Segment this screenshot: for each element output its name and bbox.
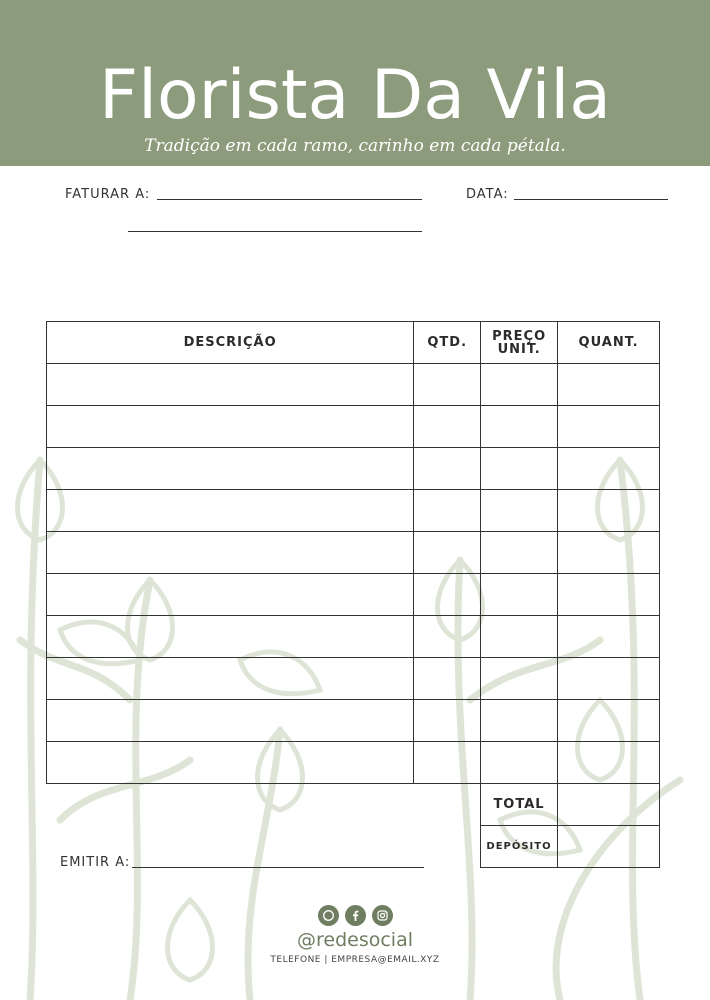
qty-cell[interactable] [414,406,481,448]
contact-info: TELEFONE | EMPRESA@EMAIL.XYZ [270,955,440,965]
issue-to-label: EMITIR A: [60,855,131,870]
unit-price-cell[interactable] [481,448,558,490]
table-row [47,364,660,406]
description-cell[interactable] [47,364,414,406]
total-label: TOTAL [481,784,558,826]
table-row [47,658,660,700]
description-cell[interactable] [47,658,414,700]
bill-to-line-1[interactable] [157,199,422,200]
deposit-label: DEPÓSITO [481,826,558,868]
description-cell[interactable] [47,616,414,658]
description-cell[interactable] [47,742,414,784]
total-row [481,784,660,826]
brand-title: Florista Da Vila [99,56,611,135]
social-icons [0,905,710,926]
amount-cell[interactable] [558,742,660,784]
qty-cell[interactable] [414,742,481,784]
brand-tagline: Tradição em cada ramo, carinho em cada pétala. [144,136,566,156]
table-row [47,616,660,658]
unit-price-cell[interactable] [481,616,558,658]
table-row [47,742,660,784]
amount-cell[interactable] [558,448,660,490]
unit-price-cell[interactable] [481,532,558,574]
totals-table [480,783,660,868]
column-header-amount: QUANT. [558,322,660,364]
unit-price-cell[interactable] [481,742,558,784]
table-row [47,532,660,574]
amount-cell[interactable] [558,364,660,406]
unit-price-line1: PREÇO [492,328,547,344]
qty-cell[interactable] [414,616,481,658]
bill-to-line-2[interactable] [128,231,422,232]
unit-price-cell[interactable] [481,574,558,616]
unit-price-cell[interactable] [481,700,558,742]
qty-cell[interactable] [414,532,481,574]
description-cell[interactable] [47,574,414,616]
table-row [47,406,660,448]
table-row [47,574,660,616]
table-row [47,700,660,742]
column-header-qty: QTD. [414,322,481,364]
qty-cell[interactable] [414,700,481,742]
table-header-row [47,322,660,364]
date-label: DATA: [466,187,509,202]
qty-cell[interactable] [414,574,481,616]
items-table [46,321,660,784]
unit-price-cell[interactable] [481,364,558,406]
qty-cell[interactable] [414,658,481,700]
description-cell[interactable] [47,490,414,532]
qty-cell[interactable] [414,490,481,532]
description-cell[interactable] [47,700,414,742]
table-row [47,490,660,532]
amount-cell[interactable] [558,700,660,742]
facebook-icon[interactable] [345,905,366,926]
description-cell[interactable] [47,448,414,490]
description-cell[interactable] [47,406,414,448]
amount-cell[interactable] [558,490,660,532]
deposit-value-cell[interactable] [558,826,660,868]
issue-to-line[interactable] [132,867,424,868]
unit-price-cell[interactable] [481,658,558,700]
qty-cell[interactable] [414,364,481,406]
deposit-row [481,826,660,868]
amount-cell[interactable] [558,616,660,658]
total-value-cell[interactable] [558,784,660,826]
date-line[interactable] [514,199,668,200]
bill-to-label: FATURAR A: [65,187,151,202]
amount-cell[interactable] [558,658,660,700]
description-cell[interactable] [47,532,414,574]
unit-price-cell[interactable] [481,490,558,532]
column-header-description: DESCRIÇÃO [47,322,414,364]
qty-cell[interactable] [414,448,481,490]
table-row [47,448,660,490]
instagram-icon[interactable] [372,905,393,926]
unit-price-cell[interactable] [481,406,558,448]
whatsapp-icon[interactable] [318,905,339,926]
social-handle[interactable]: @redesocial [296,929,413,951]
unit-price-line2: UNIT. [497,341,541,357]
amount-cell[interactable] [558,532,660,574]
amount-cell[interactable] [558,574,660,616]
column-header-unit-price [481,322,558,364]
amount-cell[interactable] [558,406,660,448]
